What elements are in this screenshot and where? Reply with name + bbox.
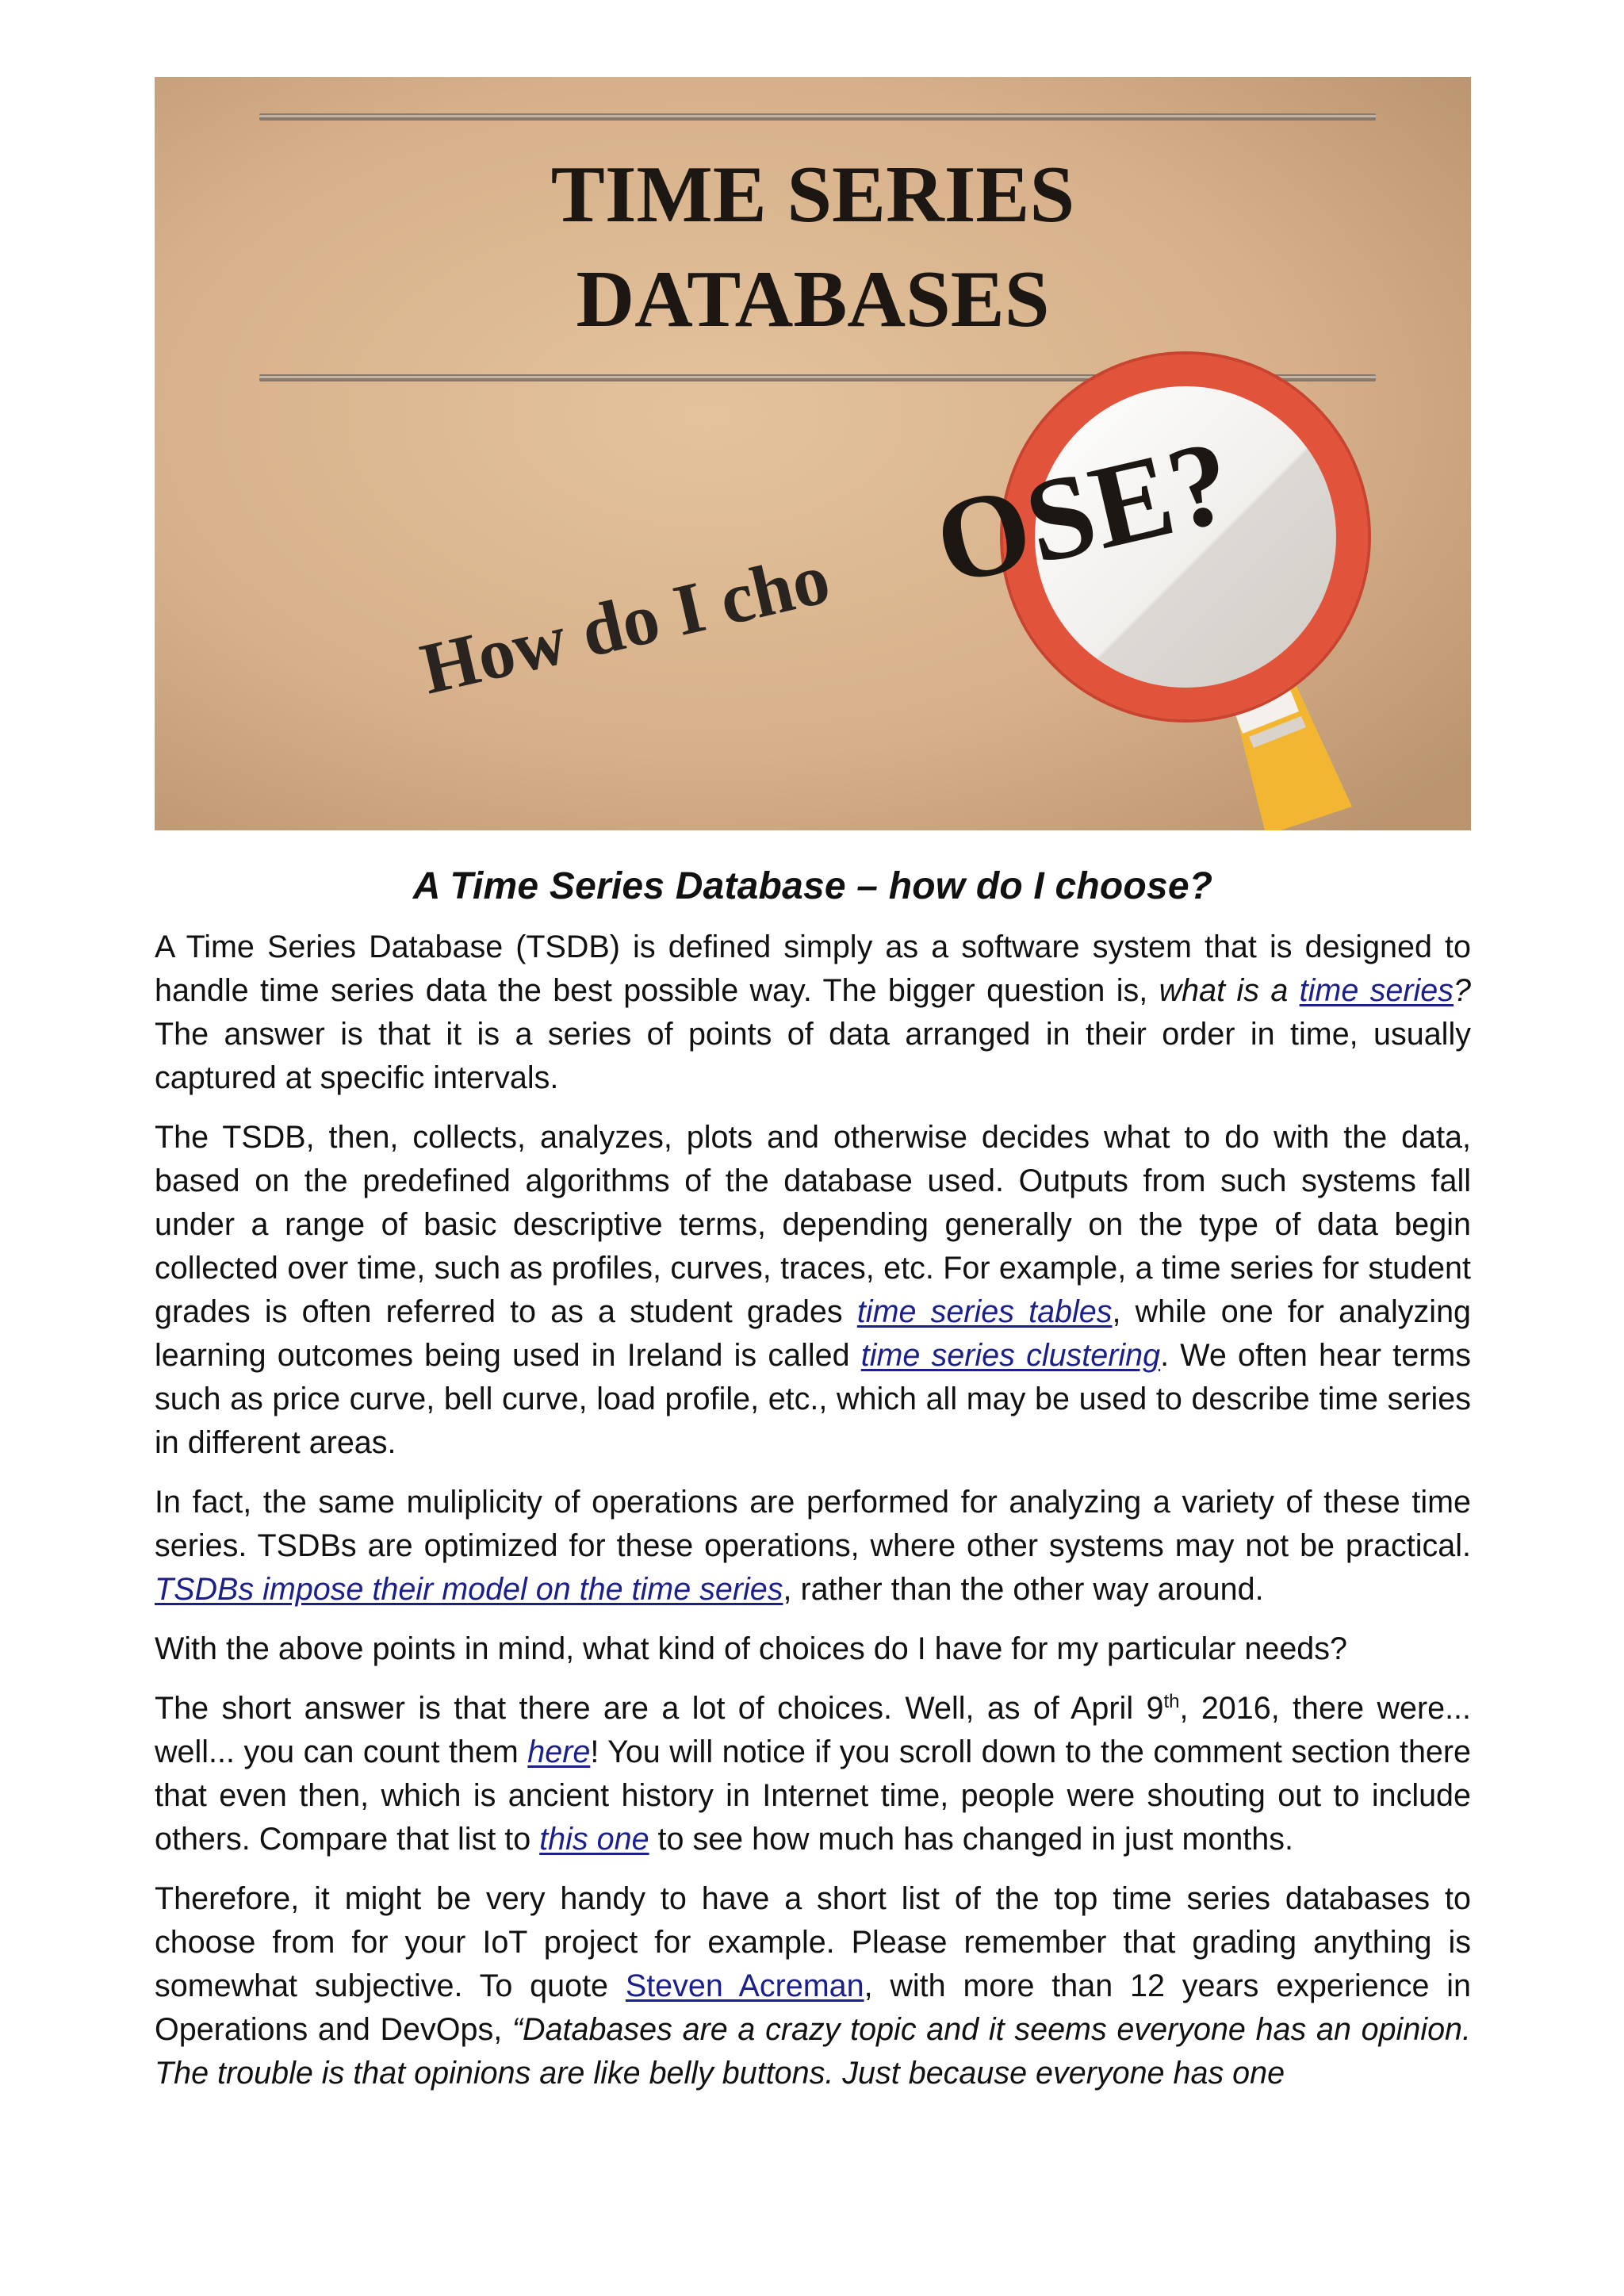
paragraph-short-list [155,1877,1471,2095]
p6-text-2: , with more than 12 years experience in Operations and DevOps, [155,1968,1472,2047]
hero-question-left: How do I cho [413,537,837,710]
hero-question-right: OSE? [924,415,1243,611]
p6-quote: “Databases are a crazy topic and it seems everyone has an opinion. The trouble is that opinions are like belly buttons. Just because everyone has one [155,2011,1471,2091]
p2-text-2: , while one for analyzing learning outcomes being used in Ireland is called [155,1294,1472,1373]
p1-text-2: The answer is that it is a series of points of data arranged in their order in time, usually captured at specific intervals. [155,1016,1471,1095]
link-steven-acreman[interactable]: Steven Acreman [625,1968,864,2003]
paragraph-choices-question: With the above points in mind, what kind of choices do I have for my particular needs? [155,1631,1347,1666]
p2-text-3: . We often hear terms such as price curve, bell curve, load profile, etc., which all may be used to describe time series in different areas. [155,1337,1471,1460]
link-tsdbs-impose-model[interactable]: TSDBs impose their model on the time series [155,1571,783,1607]
paragraph-operations [155,1481,1471,1612]
p6-text-1: Therefore, it might be very handy to have a short list of the top time series databases to choose from for your IoT project for example. Please remember that grading anything is somewhat subjective. To quote [155,1880,1471,2003]
p3-text-2: , rather than the other way around. [783,1571,1264,1607]
link-time-series-tables[interactable]: time series tables [856,1294,1113,1329]
link-this-one[interactable]: this one [539,1821,649,1857]
p2-text-1: The TSDB, then, collects, analyzes, plots and otherwise decides what to do with the data, based on the predefined algorithms of the database used. Outputs from such systems fall under a range of basic descriptive terms, depending generally on the type of data begin collected over time, such as profiles, curves, traces, etc. For example, a time series for student grades is often referred to as a student grades [155,1119,1471,1329]
p5-text-4: to see how much has changed in just months. [649,1821,1293,1857]
p5-text-2: , 2016, there were... well... you can count them [155,1690,1471,1769]
link-time-series[interactable]: time series [1299,972,1454,1008]
p1-text-1: A Time Series Database (TSDB) is defined simply as a software system that is designed to handle time series data the best possible way. The bigger question is, [155,929,1471,1008]
p5-text-1: The short answer is that there are a lot of choices. Well, as of April 9 [155,1690,1164,1726]
paragraph-definition [155,926,1471,1100]
article-title: A Time Series Database – how do I choose? [412,865,1213,907]
hero-line2: DATABASES [576,255,1050,344]
p5-text-3: ! You will notice if you scroll down to the comment section there that even then, which is ancient history in Internet time, people were shouting out to include others. Compare that list to [155,1734,1471,1857]
p3-text-1: In fact, the same muliplicity of operations are performed for analyzing a variety of these time series. TSDBs are optimized for these operations, where other systems may not be practical. [155,1484,1471,1563]
p1-question: what is a [1159,972,1300,1008]
p5-superscript: th [1163,1690,1180,1712]
hero-line1: TIME SERIES [550,150,1075,240]
paragraph-short-answer [155,1687,1471,1861]
document-page [155,77,1471,2095]
link-time-series-clustering[interactable]: time series clustering [860,1337,1161,1373]
hero-image [155,77,1471,830]
p1-question-mark: ? [1454,972,1471,1008]
paragraph-tsdb-outputs [155,1116,1471,1465]
link-here[interactable]: here [527,1734,591,1769]
